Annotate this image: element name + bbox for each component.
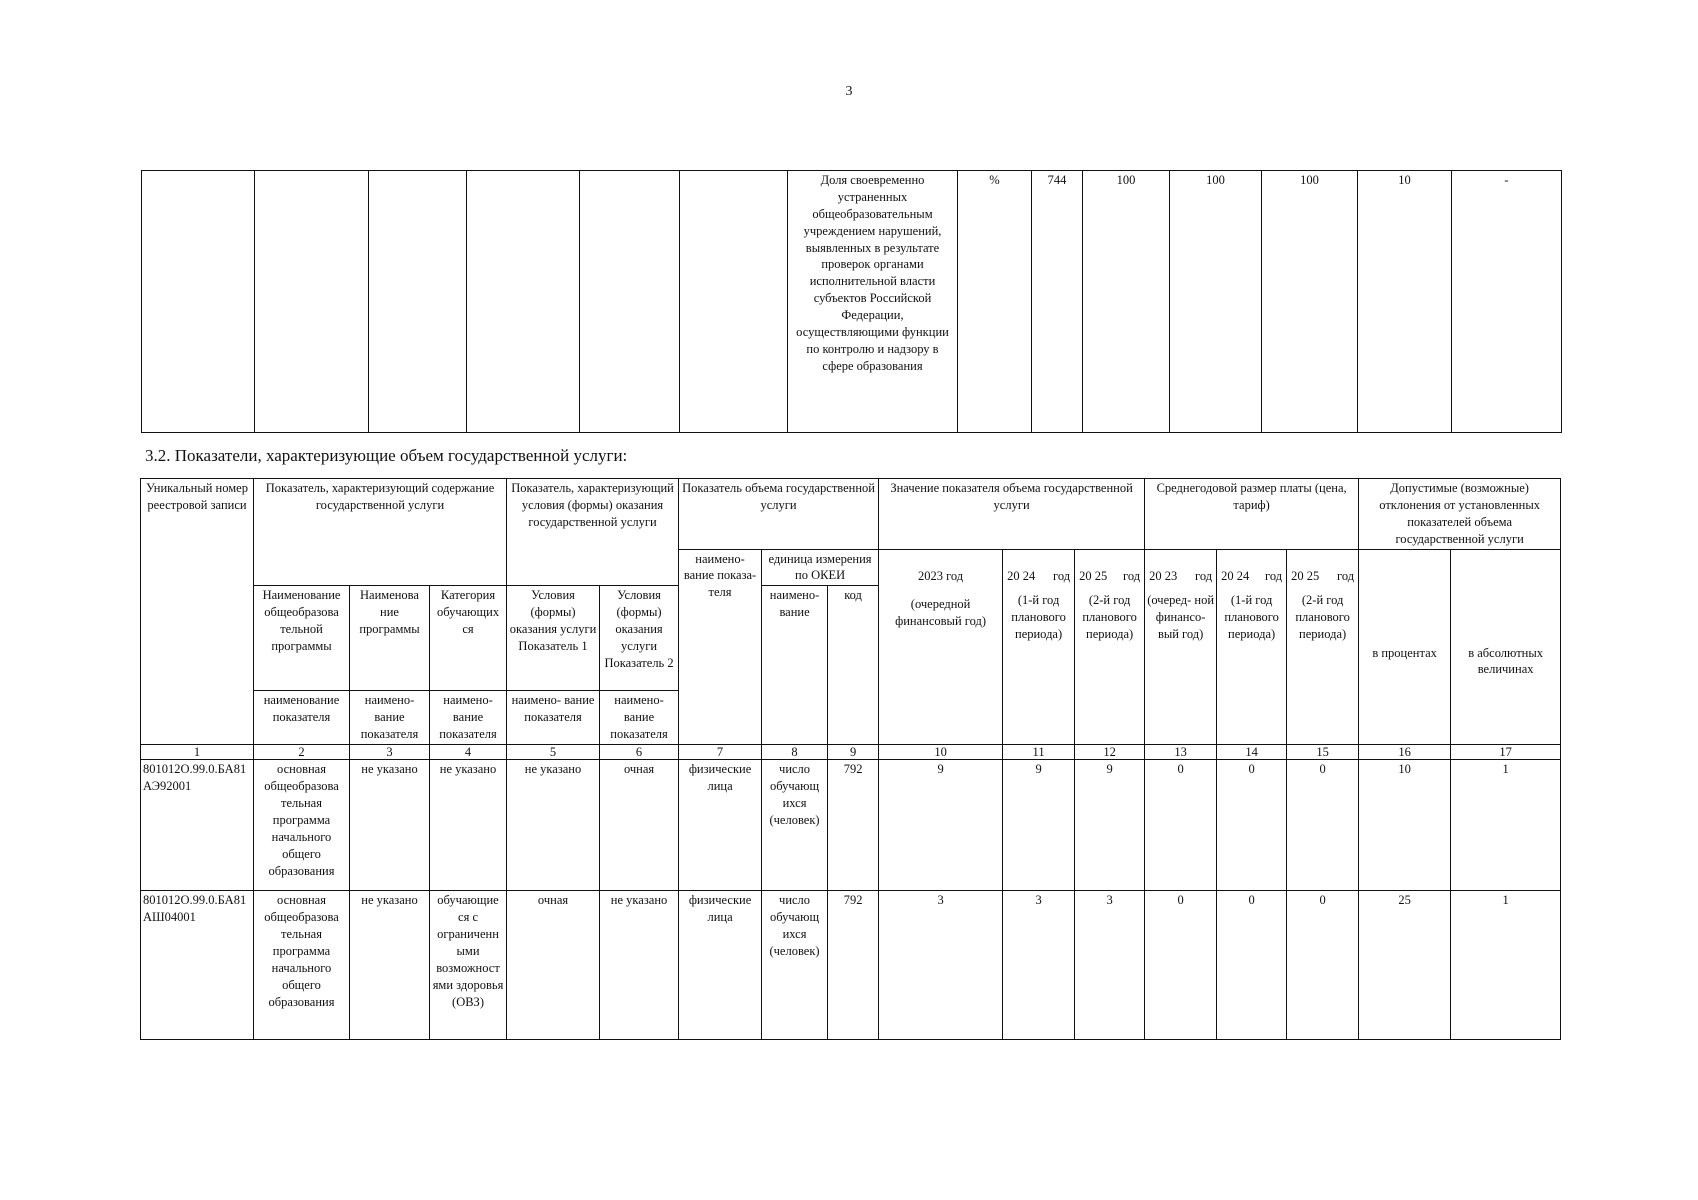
plan1-sub: (1-й год планового периода) bbox=[1011, 593, 1066, 642]
header-indicator-name-5: наимено- вание показателя bbox=[507, 691, 600, 745]
header-indicator-name: наимено- вание показа- теля bbox=[679, 549, 762, 744]
column-number: 6 bbox=[600, 744, 679, 759]
value-2024: 3 bbox=[1003, 891, 1075, 1040]
program-title: не указано bbox=[350, 891, 430, 1040]
plan2-sub: (2-й год планового периода) bbox=[1295, 593, 1350, 642]
table-row bbox=[141, 891, 1561, 1040]
header-content-indicator: Показатель, характеризующий содержание государственной услуги bbox=[254, 479, 507, 586]
empty-cell bbox=[580, 171, 680, 433]
header-conditions-indicator: Показатель, характеризующий условия (формы) оказания государственной услуги bbox=[507, 479, 679, 586]
header-year-2023 bbox=[879, 549, 1003, 744]
empty-cell bbox=[467, 171, 580, 433]
deviation-absolute: 1 bbox=[1451, 760, 1561, 891]
indicator-name: Доля своевременно устраненных общеобразовательным учреждением нарушений, выявленных в результате проверок органами исполнительной власти субъектов Российской Федерации, осуществляющими функции по контролю и надзору в сфере образования bbox=[788, 171, 958, 433]
header-avg-fee: Среднегодовой размер платы (цена, тариф) bbox=[1145, 479, 1359, 550]
god-label: год bbox=[1265, 568, 1283, 583]
value-2024: 100 bbox=[1170, 171, 1262, 433]
year-2023-label: 2023 год bbox=[917, 568, 964, 583]
value-2024: 9 bbox=[1003, 760, 1075, 891]
plan2-sub: (2-й год планового периода) bbox=[1082, 593, 1137, 642]
column-number: 13 bbox=[1145, 744, 1217, 759]
fee-2023: 0 bbox=[1145, 891, 1217, 1040]
value-2023: 9 bbox=[879, 760, 1003, 891]
column-number: 7 bbox=[679, 744, 762, 759]
volume-indicators-table bbox=[140, 478, 1561, 1040]
condition-2: очная bbox=[600, 760, 679, 891]
deviation-percent: 10 bbox=[1358, 171, 1452, 433]
column-number-row bbox=[141, 744, 1561, 759]
value-2023: 100 bbox=[1083, 171, 1170, 433]
column-number: 15 bbox=[1287, 744, 1359, 759]
column-number: 11 bbox=[1003, 744, 1075, 759]
empty-cell bbox=[142, 171, 255, 433]
quality-indicators-table-continued bbox=[141, 170, 1562, 433]
fee-2023: 0 bbox=[1145, 760, 1217, 891]
okei-code: 744 bbox=[1032, 171, 1083, 433]
header-program-name: Наименование общеобразова тельной программы bbox=[254, 586, 350, 691]
deviation-absolute: - bbox=[1452, 171, 1562, 433]
god-label: год bbox=[1053, 568, 1071, 583]
fee-2024: 0 bbox=[1217, 891, 1287, 1040]
header-condition-2: Условия (формы) оказания услуги Показатель 2 bbox=[600, 586, 679, 691]
column-number: 16 bbox=[1359, 744, 1451, 759]
unit-name: число обучающ ихся (человек) bbox=[762, 760, 828, 891]
fee-2023-label: 20 23 bbox=[1149, 568, 1178, 583]
fee-2024: 0 bbox=[1217, 760, 1287, 891]
empty-cell bbox=[680, 171, 788, 433]
header-dev-absolute: в абсолютных величинах bbox=[1451, 549, 1561, 744]
column-number: 2 bbox=[254, 744, 350, 759]
student-category: не указано bbox=[430, 760, 507, 891]
header-indicator-name-2: наименование показателя bbox=[254, 691, 350, 745]
year-2023-sub: (очередной финансовый год) bbox=[895, 597, 986, 629]
column-number: 14 bbox=[1217, 744, 1287, 759]
header-volume-indicator: Показатель объема государственной услуги bbox=[679, 479, 879, 550]
god-label: год bbox=[1195, 568, 1213, 583]
header-indicator-name-6: наимено- вание показателя bbox=[600, 691, 679, 745]
program-name: основная общеобразова тельная программа начального общего образования bbox=[254, 891, 350, 1040]
condition-1: не указано bbox=[507, 760, 600, 891]
header-fee-2025 bbox=[1287, 549, 1359, 744]
header-year-2025 bbox=[1075, 549, 1145, 744]
value-2025: 100 bbox=[1262, 171, 1358, 433]
next-fin-sub: (очеред- ной финансо- вый год) bbox=[1147, 593, 1215, 642]
header-unit-code: код bbox=[828, 586, 879, 745]
column-number: 12 bbox=[1075, 744, 1145, 759]
header-volume-value: Значение показателя объема государственной услуги bbox=[879, 479, 1145, 550]
condition-2: не указано bbox=[600, 891, 679, 1040]
column-number: 8 bbox=[762, 744, 828, 759]
student-category: обучающие ся с ограниченн ыми возможност ями здоровья (ОВЗ) bbox=[430, 891, 507, 1040]
column-number: 9 bbox=[828, 744, 879, 759]
registry-number: 801012О.99.0.БА81АЭ92001 bbox=[141, 760, 254, 891]
header-indicator-name-4: наимено- вание показателя bbox=[430, 691, 507, 745]
value-2025: 3 bbox=[1075, 891, 1145, 1040]
unit-code: 792 bbox=[828, 760, 879, 891]
header-row-1 bbox=[141, 479, 1561, 550]
unit: % bbox=[958, 171, 1032, 433]
unit-code: 792 bbox=[828, 891, 879, 1040]
plan1-sub: (1-й год планового периода) bbox=[1224, 593, 1279, 642]
column-number: 17 bbox=[1451, 744, 1561, 759]
value-2023: 3 bbox=[879, 891, 1003, 1040]
header-indicator-name-3: наимено- вание показателя bbox=[350, 691, 430, 745]
empty-cell bbox=[255, 171, 369, 433]
deviation-percent: 10 bbox=[1359, 760, 1451, 891]
header-program-title: Наименова ние программы bbox=[350, 586, 430, 691]
god-label: год bbox=[1123, 568, 1141, 583]
empty-cell bbox=[369, 171, 467, 433]
header-unique-number: Уникальный номер реестровой записи bbox=[141, 479, 254, 745]
condition-1: очная bbox=[507, 891, 600, 1040]
unit-name: число обучающ ихся (человек) bbox=[762, 891, 828, 1040]
registry-number: 801012О.99.0.БА81АШ04001 bbox=[141, 891, 254, 1040]
header-year-2024 bbox=[1003, 549, 1075, 744]
column-number: 3 bbox=[350, 744, 430, 759]
fee-2025-label: 20 25 bbox=[1291, 568, 1320, 583]
deviation-absolute: 1 bbox=[1451, 891, 1561, 1040]
header-allowed-deviation: Допустимые (возможные) отклонения от установленных показателей объема государственной услуги bbox=[1359, 479, 1561, 550]
quality-indicator-row bbox=[142, 171, 1562, 433]
header-condition-1: Условия (формы) оказания услуги Показатель 1 bbox=[507, 586, 600, 691]
column-number: 5 bbox=[507, 744, 600, 759]
column-number: 10 bbox=[879, 744, 1003, 759]
fee-2024-label: 20 24 bbox=[1221, 568, 1250, 583]
year-2024-label: 20 24 bbox=[1007, 568, 1036, 583]
program-title: не указано bbox=[350, 760, 430, 891]
god-label: год bbox=[1337, 568, 1355, 583]
program-name: основная общеобразова тельная программа начального общего образования bbox=[254, 760, 350, 891]
volume-indicator-name: физические лица bbox=[679, 891, 762, 1040]
volume-indicator-name: физические лица bbox=[679, 760, 762, 891]
deviation-percent: 25 bbox=[1359, 891, 1451, 1040]
column-number: 1 bbox=[141, 744, 254, 759]
fee-2025: 0 bbox=[1287, 760, 1359, 891]
header-dev-percent: в процентах bbox=[1359, 549, 1451, 744]
year-2025-label: 20 25 bbox=[1079, 568, 1108, 583]
table-row bbox=[141, 760, 1561, 891]
header-unit-okei: единица измерения по ОКЕИ bbox=[762, 549, 879, 586]
header-fee-2024 bbox=[1217, 549, 1287, 744]
section-title: 3.2. Показатели, характеризующие объем государственной услуги: bbox=[145, 446, 628, 465]
page-number: 3 bbox=[845, 84, 853, 99]
column-number: 4 bbox=[430, 744, 507, 759]
fee-2025: 0 bbox=[1287, 891, 1359, 1040]
header-unit-name: наимено- вание bbox=[762, 586, 828, 745]
header-student-category: Категория обучающих ся bbox=[430, 586, 507, 691]
header-fee-2023 bbox=[1145, 549, 1217, 744]
value-2025: 9 bbox=[1075, 760, 1145, 891]
